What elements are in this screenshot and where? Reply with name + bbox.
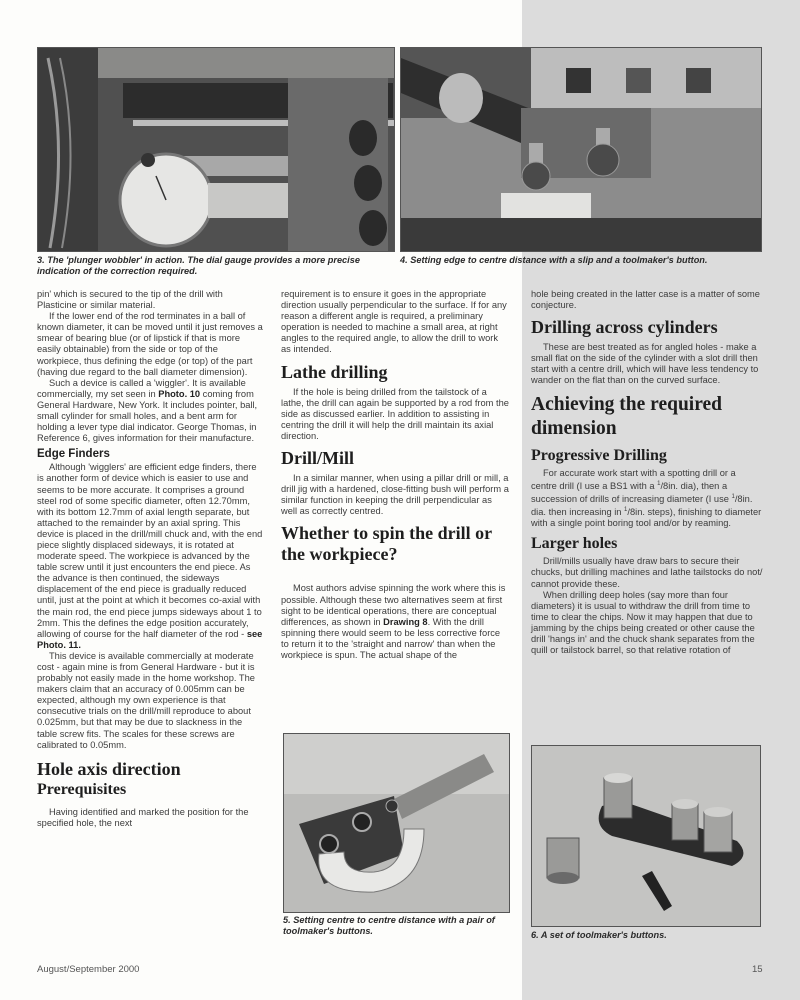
column-2 <box>281 289 509 661</box>
drawing-reference: Drawing 8 <box>383 616 428 627</box>
paragraph: These are best treated as for angled holes - make a small flat on the side of the cylinder with a slot drill then start with a centre drill, which will have less tendency to wander on the flat than on the curved surface. <box>531 342 759 386</box>
heading-lathe-drilling: Lathe drilling <box>281 361 388 382</box>
paragraph: If the lower end of the rod terminates in a ball of known diameter, it can be moved until it just removes a smear of bearing blue (or of lipstick if that is more easily obtainable) from the side or top of the workpiece, thus defining the edge (or top) of the part (having due regard to the ball diameter dimension). <box>37 311 263 377</box>
heading-hole-axis-direction: Hole axis direction <box>37 758 181 779</box>
paragraph: hole being created in the latter case is a matter of some conjecture. <box>531 289 760 311</box>
paragraph: Drill/mills usually have draw bars to secure their chucks, but drilling machines and lathe tailstocks do not/ cannot provide these. <box>531 556 763 589</box>
paragraph: Although 'wigglers' are efficient edge finders, there is another form of device which is easier to use and seems to be more accurate. It comprises a ground steel rod of some specific diameter, often 12.70mm, with its bottom 12.7mm of axial length separate, but attached to the remainder by an axial spring. This device is placed in the drill/mill chuck and, with the end piece slightly displaced sideways, it is rotated at moderate speed. The workpiece is advanced by the table screw until it just encounters the end piece. As the advance is then continued, the sideways displacement of the end piece is gradually reduced until, just at the point at which it becomes co-axial with the main rod, the end piece jumps sideways about 1 to 2mm. This the defines the edge position accurately, allowing of course for the half diameter of the rod - see Photo. 11. <box>37 462 263 650</box>
heading-whether-to-spin: Whether to spin the drill or the workpiece? <box>281 523 492 565</box>
heading-achieving-required-dimension: Achieving the required dimension <box>531 393 723 439</box>
photo-4-caption: 4. Setting edge to centre distance with a slip and a toolmaker's button. <box>400 255 708 265</box>
paragraph: Most authors advise spinning the work where this is possible. Although these two alternatives seem at first sight to be identical operations, there are conceptual differences, as shown in Drawing 8. With the drill spinning there would seem to be less corrective force to return it to the 'straight and narrow' than when the workpiece is spun. The actual shape of the <box>281 583 506 660</box>
column-3 <box>531 289 763 656</box>
column-1 <box>37 289 263 829</box>
paragraph: This device is available commercially at moderate cost - again mine is from General Hardware - but it is probably not easily made in the home workshop. The makers claim that an accuracy of 0.005mm can be expected, although my own experience is that consecutive trials on the drill/mill reproduce to about 0.025mm, but that may be due to slackness in the table screw fits. The scales for these screws are calibrated to 0.05mm. <box>37 650 255 750</box>
heading-larger-holes: Larger holes <box>531 535 618 553</box>
heading-edge-finders: Edge Finders <box>37 448 110 461</box>
photo-4-slip-and-button <box>400 47 762 252</box>
paragraph: requirement is to ensure it goes in the appropriate direction usually perpendicular to the surface. If for any reason a different angle is required, a preliminary operation is needed to machine a small area, at right angles to the required angle, to allow the drill to work as intended. <box>281 289 507 355</box>
paragraph: If the hole is being drilled from the tailstock of a lathe, the drill can again be supported by a rod from the side as discussed earlier. In addition to assisting in centring the drill it will help the drill maintain its axial direction. <box>281 386 509 441</box>
photo-5-caption: 5. Setting centre to centre distance with a pair of toolmaker's buttons. <box>283 915 495 936</box>
photo-6-caption: 6. A set of toolmaker's buttons. <box>531 930 667 940</box>
paragraph: For accurate work start with a spotting drill or a centre drill (I use a BS1 with a $^1$/8in. dia), then a succession of drills of increasing diameter (I use $^1$/8in. dia. then increasing in $^1$/8in. steps), finishing to diameter with a single point boring tool and/or by reaming. <box>531 467 762 529</box>
paragraph: Having identified and marked the position for the specified hole, the next <box>37 806 249 828</box>
paragraph: In a similar manner, when using a pillar drill or mill, a drill jig with a hardened, close-fitting bush will perform a similar function in keeping the drill perpendicular as well as correctly centred. <box>281 473 509 517</box>
photo-reference: Photo. 10 <box>158 388 201 399</box>
heading-prerequisites: Prerequisites <box>37 780 127 798</box>
heading-drilling-across-cylinders: Drilling across cylinders <box>531 317 718 338</box>
heading-progressive-drilling: Progressive Drilling <box>531 446 667 464</box>
photo-6-toolmakers-buttons <box>531 745 761 927</box>
paragraph: Such a device is called a 'wiggler'. It is available commercially, my set seen in Photo. 10 coming from General Hardware, New York. It includes pointer, ball, small cylinder for small holes, and a bent arm for holding a lever type dial indicator. George Thomas, in Reference 6, gives information for their manufacture. <box>37 377 258 444</box>
photo-5-micrometer <box>283 733 510 913</box>
heading-drill-mill: Drill/Mill <box>281 448 354 469</box>
paragraph: pin' which is secured to the tip of the drill with Plasticine or similar material. <box>37 289 223 311</box>
photo-3-plunger-wobbler <box>37 47 395 252</box>
paragraph: When drilling deep holes (say more than four diameters) it is usual to withdraw the drill from time to time to clear the chips. Now it may happen that due to jamming by the chips being created or other cause the drill 'hangs in' and the chuck shank separates from the quill or tailstock barrel, so that relative rotation of <box>531 589 755 656</box>
photo-3-caption: 3. The 'plunger wobbler' in action. The dial gauge provides a more precise indication of the correction required. <box>37 255 360 276</box>
footer-date: August/September 2000 <box>37 964 140 975</box>
photo-reference: see Photo. 11. <box>37 628 263 650</box>
page-number: 15 <box>752 964 763 975</box>
